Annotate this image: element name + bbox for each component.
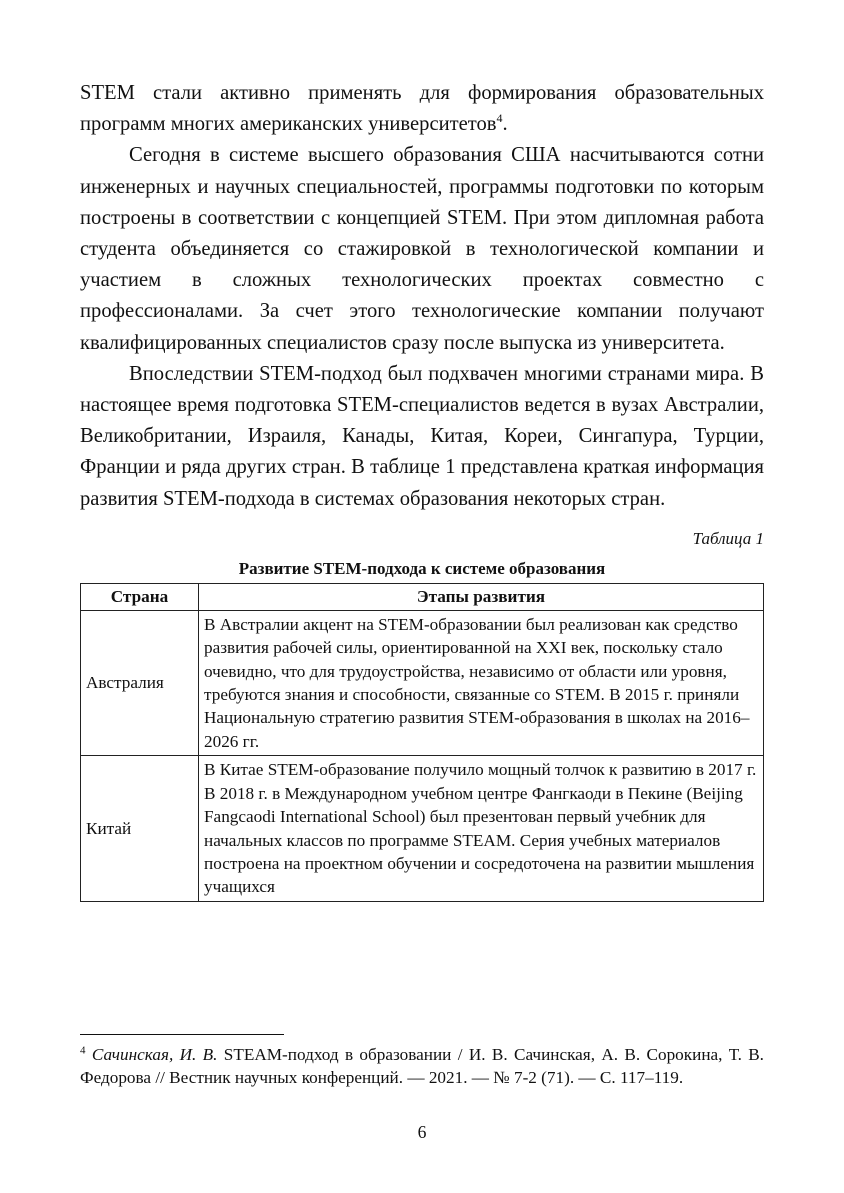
table-row (81, 756, 764, 901)
footnote-separator (80, 1034, 284, 1035)
stages-cell: В Китае STEM-образование получило мощный толчок к развитию в 2017 г. В 2018 г. в Международном учебном центре Фангкаоди в Пекине (Beijing Fangcaodi International School) был презентован первый учебник для начальных классов по программе STEAM. Серия учебных материалов построена на проектном обучении и сосредоточена на развитии мышления учащихся (199, 756, 764, 901)
stages-cell: В Австралии акцент на STEM-образовании был реализован как средство развития рабочей силы, ориентированной на XXI век, поскольку стало очевидно, что для трудоустройства, независимо от области или уровня, требуются знания и способности, связанные со STEM. В 2015 г. приняли Национальную стратегию развития STEM-образования в школах на 2016–2026 гг. (199, 610, 764, 755)
table-header-row (81, 583, 764, 610)
footnote-reference[interactable]: 4 (496, 111, 503, 126)
paragraph-1-text: STEM стали активно применять для формирования образовательных программ многих американских университетов (80, 82, 764, 136)
paragraph-3: Впоследствии STEM-подход был подхвачен многими странами мира. В настоящее время подготовка STEM-специалистов ведется в вузах Австралии, Великобритании, Израиля, Канады, Китая, Кореи, Сингапура, Турции, Франции и ряда других стран. В таблице 1 представлена краткая информация развития STEM-подхода в системах образования некоторых стран. (80, 362, 764, 510)
page-content (80, 78, 764, 902)
table-label: Таблица 1 (692, 528, 764, 548)
country-cell: Китай (81, 756, 199, 901)
column-header-stages: Этапы развития (199, 583, 764, 610)
table-title: Развитие STEM-подхода к системе образования (238, 558, 606, 578)
footnote-text: STEAM-подход в образовании / И. В. Сачинская, А. В. Сорокина, Т. В. Федорова // Вестник научных конференций. — 2021. — № 7-2 (71). — С. 117–119. (80, 1045, 764, 1087)
footnote-number: 4 (80, 1044, 86, 1057)
country-cell: Австралия (81, 610, 199, 755)
paragraph-1-end: . (502, 113, 508, 136)
page-number: 6 (417, 1122, 427, 1142)
table-row (81, 610, 764, 755)
footnote-author: Сачинская, И. В. (91, 1045, 218, 1064)
stem-development-table (80, 583, 764, 902)
column-header-country: Страна (81, 583, 199, 610)
paragraph-2: Сегодня в системе высшего образования США насчитываются сотни инженерных и научных специальностей, программы подготовки по которым построены в соответствии с концепцией STEM. При этом дипломная работа студента объединяется со стажировкой в технологической компании и участием в сложных технологических проектах совместно с профессионалами. За счет этого технологические компании получают квалифицированных специалистов сразу после выпуска из университета. (80, 144, 764, 354)
footnote (80, 1044, 764, 1089)
paragraph-1 (80, 78, 764, 140)
